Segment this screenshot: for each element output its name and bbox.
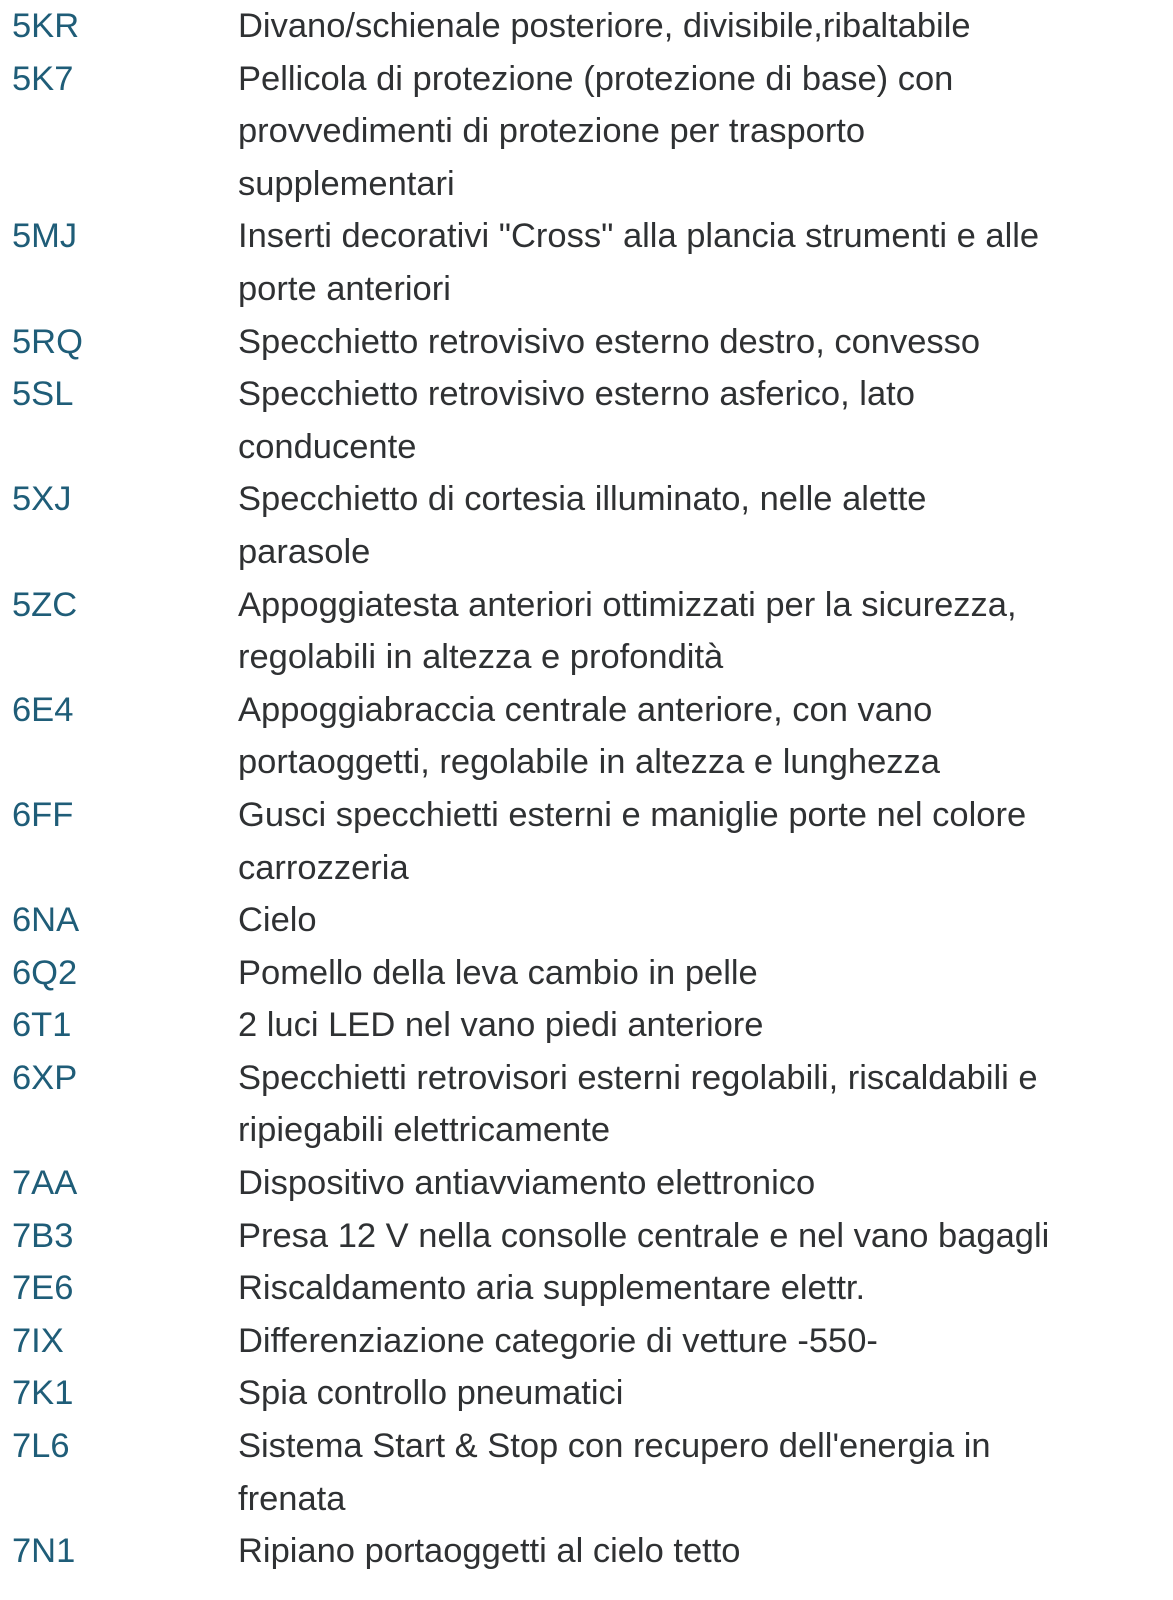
option-description-line: Pomello della leva cambio in pelle xyxy=(238,953,758,992)
option-row xyxy=(0,579,1173,684)
option-description xyxy=(238,1367,1173,1420)
option-row xyxy=(0,316,1173,369)
option-description-line: Specchietto di cortesia illuminato, nelle alette xyxy=(238,480,927,519)
option-description-line: Specchietto retrovisivo esterno asferico, lato xyxy=(238,375,915,414)
option-code: 7IX xyxy=(12,1321,64,1360)
option-code: 7N1 xyxy=(12,1532,76,1571)
option-description-line: parasole xyxy=(238,532,371,571)
option-description-line: Spia controllo pneumatici xyxy=(238,1374,624,1413)
option-description-line: portaoggetti, regolabile in altezza e lunghezza xyxy=(238,743,940,782)
option-code: 6Q2 xyxy=(12,953,78,992)
option-row xyxy=(0,1052,1173,1157)
option-code: 5RQ xyxy=(12,322,83,361)
option-description xyxy=(238,1052,1173,1157)
option-description xyxy=(238,684,1173,789)
option-code: 6T1 xyxy=(12,1006,72,1045)
option-description-line: Sistema Start & Stop con recupero dell'energia in xyxy=(238,1427,991,1466)
option-code: 5KR xyxy=(12,7,80,45)
option-code: 7L6 xyxy=(12,1427,70,1466)
option-row xyxy=(0,789,1173,894)
option-description-line: Gusci specchietti esterni e maniglie porte nel colore xyxy=(238,795,1027,834)
option-description-line: Specchietto retrovisivo esterno destro, convesso xyxy=(238,322,981,361)
option-description-line: Specchietti retrovisori esterni regolabili, riscaldabili e xyxy=(238,1058,1038,1097)
option-description xyxy=(238,1315,1173,1368)
option-description-line: Appoggiatesta anteriori ottimizzati per la sicurezza, xyxy=(238,585,1017,624)
option-description xyxy=(238,316,1173,369)
option-description-line: Dispositivo antiavviamento elettronico xyxy=(238,1164,816,1203)
option-description-line: 2 luci LED nel vano piedi anteriore xyxy=(238,1006,764,1045)
option-code: 5MJ xyxy=(12,217,78,256)
option-description-line: conducente xyxy=(238,427,417,466)
option-row xyxy=(0,1210,1173,1263)
option-row xyxy=(0,947,1173,1000)
option-description-line: ripiegabili elettricamente xyxy=(238,1111,611,1150)
option-code: 5XJ xyxy=(12,480,72,519)
option-row xyxy=(0,53,1173,211)
option-code: 6E4 xyxy=(12,690,74,729)
option-description-line: Pellicola di protezione (protezione di base) con xyxy=(238,59,954,98)
option-row xyxy=(0,999,1173,1052)
option-description-line: supplementari xyxy=(238,164,455,203)
option-description-line: carrozzeria xyxy=(238,848,409,887)
option-row xyxy=(0,0,1173,53)
option-code: 6NA xyxy=(12,901,80,940)
option-code: 7AA xyxy=(12,1164,78,1203)
option-description-line: Ripiano portaoggetti al cielo tetto xyxy=(238,1532,741,1571)
option-row xyxy=(0,1315,1173,1368)
option-code: 6FF xyxy=(12,795,74,834)
option-description xyxy=(238,210,1173,315)
option-description xyxy=(238,0,1173,53)
option-description xyxy=(238,368,1173,473)
option-row xyxy=(0,894,1173,947)
option-description-line: Riscaldamento aria supplementare elettr. xyxy=(238,1269,866,1308)
option-code: 7B3 xyxy=(12,1216,74,1255)
option-code: 7K1 xyxy=(12,1374,74,1413)
option-description xyxy=(238,947,1173,1000)
option-description-line: Cielo xyxy=(238,901,317,940)
option-description-line: Differenziazione categorie di vetture -550- xyxy=(238,1321,878,1360)
option-code: 5ZC xyxy=(12,585,78,624)
option-description xyxy=(238,1210,1173,1263)
option-description-line: regolabili in altezza e profondità xyxy=(238,638,724,677)
option-description xyxy=(238,894,1173,947)
option-description xyxy=(238,473,1173,578)
option-description-line: provvedimenti di protezione per trasporto xyxy=(238,112,866,151)
option-row xyxy=(0,210,1173,315)
option-code: 7E6 xyxy=(12,1269,74,1308)
option-row xyxy=(0,1420,1173,1525)
option-row xyxy=(0,473,1173,578)
option-description xyxy=(238,53,1173,211)
option-description-line: frenata xyxy=(238,1479,346,1518)
option-description xyxy=(238,1420,1173,1525)
option-code: 5K7 xyxy=(12,59,74,98)
option-description-line: porte anteriori xyxy=(238,269,451,308)
option-description-line: Presa 12 V nella consolle centrale e nel vano bagagli xyxy=(238,1216,1050,1255)
option-description xyxy=(238,1525,1173,1578)
option-row xyxy=(0,1367,1173,1420)
option-description xyxy=(238,999,1173,1052)
option-row xyxy=(0,368,1173,473)
option-row xyxy=(0,684,1173,789)
option-code: 5SL xyxy=(12,375,74,414)
option-row xyxy=(0,1157,1173,1210)
option-description-line: Appoggiabraccia centrale anteriore, con vano xyxy=(238,690,933,729)
option-code: 6XP xyxy=(12,1058,78,1097)
option-description-line: Divano/schienale posteriore, divisibile,ribaltabile xyxy=(238,7,971,45)
option-description xyxy=(238,1157,1173,1210)
option-row xyxy=(0,1262,1173,1315)
option-description xyxy=(238,579,1173,684)
option-description xyxy=(238,789,1173,894)
option-row xyxy=(0,1525,1173,1578)
option-description xyxy=(238,1262,1173,1315)
option-description-line: Inserti decorativi "Cross" alla plancia strumenti e alle xyxy=(238,217,1040,256)
